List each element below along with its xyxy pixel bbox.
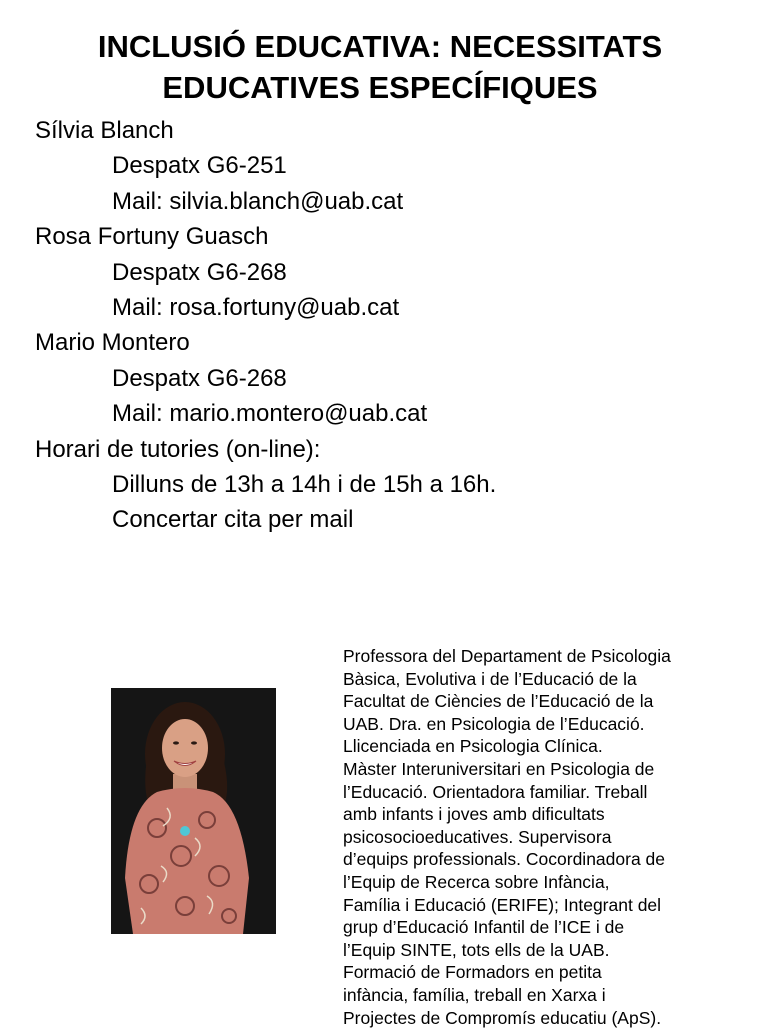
bio-line: amb infants i joves amb dificultats <box>343 803 743 826</box>
contact-office: Despatx G6-251 <box>35 148 496 183</box>
bio-line: Màster Interuniversitari en Psicologia de <box>343 758 743 781</box>
bio-line: Llicenciada en Psicologia Clínica. <box>343 735 743 758</box>
contact-mail: Mail: silvia.blanch@uab.cat <box>35 184 496 219</box>
tutoring-schedule: Dilluns de 13h a 14h i de 15h a 16h. <box>35 467 496 502</box>
bio-line: psicosocioeducatives. Supervisora <box>343 826 743 849</box>
contact-office: Despatx G6-268 <box>35 255 496 290</box>
bio-line: l’Educació. Orientadora familiar. Treball <box>343 781 743 804</box>
bio-text <box>343 645 743 1029</box>
bio-line: Projectes de Compromís educatiu (ApS). <box>343 1007 743 1029</box>
contact-name: Sílvia Blanch <box>35 113 496 148</box>
portrait-photo <box>111 688 276 934</box>
bio-line: Professora del Departament de Psicologia <box>343 645 743 668</box>
title-line-1: INCLUSIÓ EDUCATIVA: NECESSITATS <box>0 26 760 67</box>
contact-list <box>35 113 496 538</box>
bio-line: infància, família, treball en Xarxa i <box>343 984 743 1007</box>
tutoring-note: Concertar cita per mail <box>35 502 496 537</box>
bio-line: UAB. Dra. en Psicologia de l’Educació. <box>343 713 743 736</box>
contact-office: Despatx G6-268 <box>35 361 496 396</box>
bio-line: l’Equip de Recerca sobre Infància, <box>343 871 743 894</box>
bio-line: Família i Educació (ERIFE); Integrant del <box>343 894 743 917</box>
bio-line: l’Equip SINTE, tots ells de la UAB. <box>343 939 743 962</box>
title-line-2: EDUCATIVES ESPECÍFIQUES <box>0 67 760 108</box>
bio-line: d’equips professionals. Cocordinadora de <box>343 848 743 871</box>
contact-name: Rosa Fortuny Guasch <box>35 219 496 254</box>
contact-name: Mario Montero <box>35 325 496 360</box>
bio-line: Facultat de Ciències de l’Educació de la <box>343 690 743 713</box>
contact-mail: Mail: rosa.fortuny@uab.cat <box>35 290 496 325</box>
bio-line: Formació de Formadors en petita <box>343 961 743 984</box>
tutoring-heading: Horari de tutories (on-line): <box>35 432 496 467</box>
bio-line: grup d’Educació Infantil de l’ICE i de <box>343 916 743 939</box>
bio-line: Bàsica, Evolutiva i de l’Educació de la <box>343 668 743 691</box>
contact-mail: Mail: mario.montero@uab.cat <box>35 396 496 431</box>
page-title <box>0 26 760 108</box>
